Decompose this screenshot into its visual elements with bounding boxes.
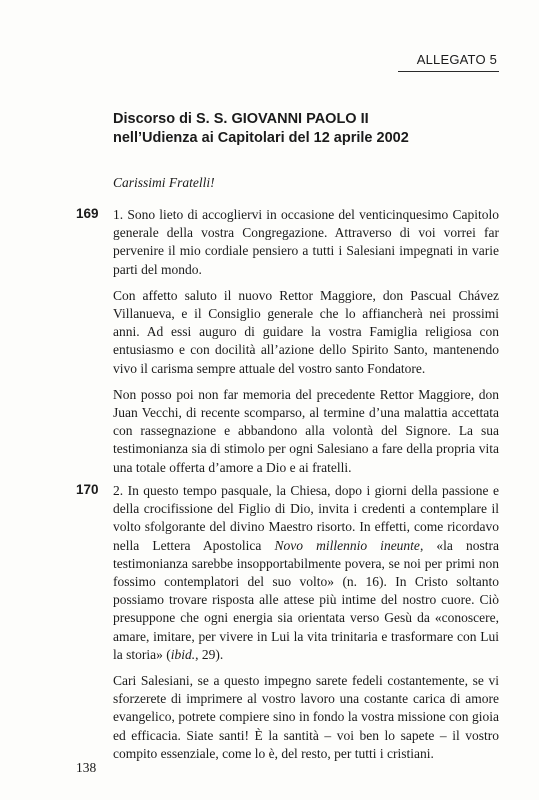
page-number: 138: [76, 760, 97, 775]
section-170-text-b: , «la nostra testimonianza sarebbe insopportabilmente povera, se noi per primi non fossimo contemplatori del suo volto» (n. 16). In Cristo soltanto possiamo trovare risposta alle attese più intime del nostro cuore. Ciò presuppone che ogni energia sia orientata verso Gesù da «conoscere, amare, imitare, per vivere in Lui la vita trinitaria e trasformare con Lui la storia» (: [113, 537, 499, 662]
salutation: Carissimi Fratelli!: [113, 175, 215, 190]
ibid-reference: ibid.: [170, 646, 196, 662]
section-170: [113, 482, 499, 763]
section-170-text-a: 2. In questo tempo pasquale, la Chiesa, dopo i giorni della passione e della crocifissione del Figlio di Dio, invita i credenti a contemplare il volto sfolgorante del divino Maestro risorto. In effetti, come ricordavo nella Lettera Apostolica: [113, 483, 499, 553]
section-169-paragraph-2: Con affetto saluto il nuovo Rettor Maggiore, don Pascual Chávez Villanueva, e il Consiglio generale che lo affiancherà nei prossimi anni. Ad essi auguro di guidare la vostra Famiglia religiosa con entusiasmo e con docilità all’azione dello Spirito Santo, mantenendo vivo il carisma sempre attuale del vostro santo Fondatore.: [113, 287, 499, 376]
header-rule: [398, 71, 499, 72]
letter-title: Novo millennio ineunte: [274, 537, 420, 553]
document-title: [113, 110, 409, 148]
section-170-paragraph-2: Cari Salesiani, se a questo impegno sarete fedeli costantemente, se vi sforzerete di imprimere al vostro lavoro una costante carica di amore evangelico, potrete compiere sino in fondo la vostra missione con gioia ed efficacia. Siate santi! È la santità – voi ben lo sapete – il vostro compito essenziale, come lo è, del resto, per tutti i cristiani.: [113, 673, 499, 761]
title-line-2: nell’Udienza ai Capitolari del 12 aprile 2002: [113, 130, 409, 146]
paragraph-number-170: 170: [76, 482, 99, 497]
running-header: ALLEGATO 5: [416, 52, 497, 67]
title-line-1: Discorso di S. S. GIOVANNI PAOLO II: [113, 111, 369, 127]
section-169: [113, 206, 499, 477]
section-170-paragraph-1: [113, 482, 499, 664]
section-169-paragraph-1: 1. Sono lieto di accogliervi in occasione del venticinquesimo Capitolo generale della vostra Congregazione. Attraverso di voi vorrei far pervenire il mio cordiale pensiero a tutti i Salesiani impegnati in varie parti del mondo.: [113, 207, 499, 277]
section-169-paragraph-3: Non posso poi non far memoria del precedente Rettor Maggiore, don Juan Vecchi, di recente scomparso, al termine d’una malattia accettata con rassegnazione e abbandono alla volontà del Signore. La sua testimonianza sia di stimolo per ogni Salesiano a fare della propria vita una totale offerta d’amore a Dio e ai fratelli.: [113, 386, 499, 475]
paragraph-number-169: 169: [76, 206, 99, 221]
section-170-text-c: , 29).: [195, 646, 224, 662]
